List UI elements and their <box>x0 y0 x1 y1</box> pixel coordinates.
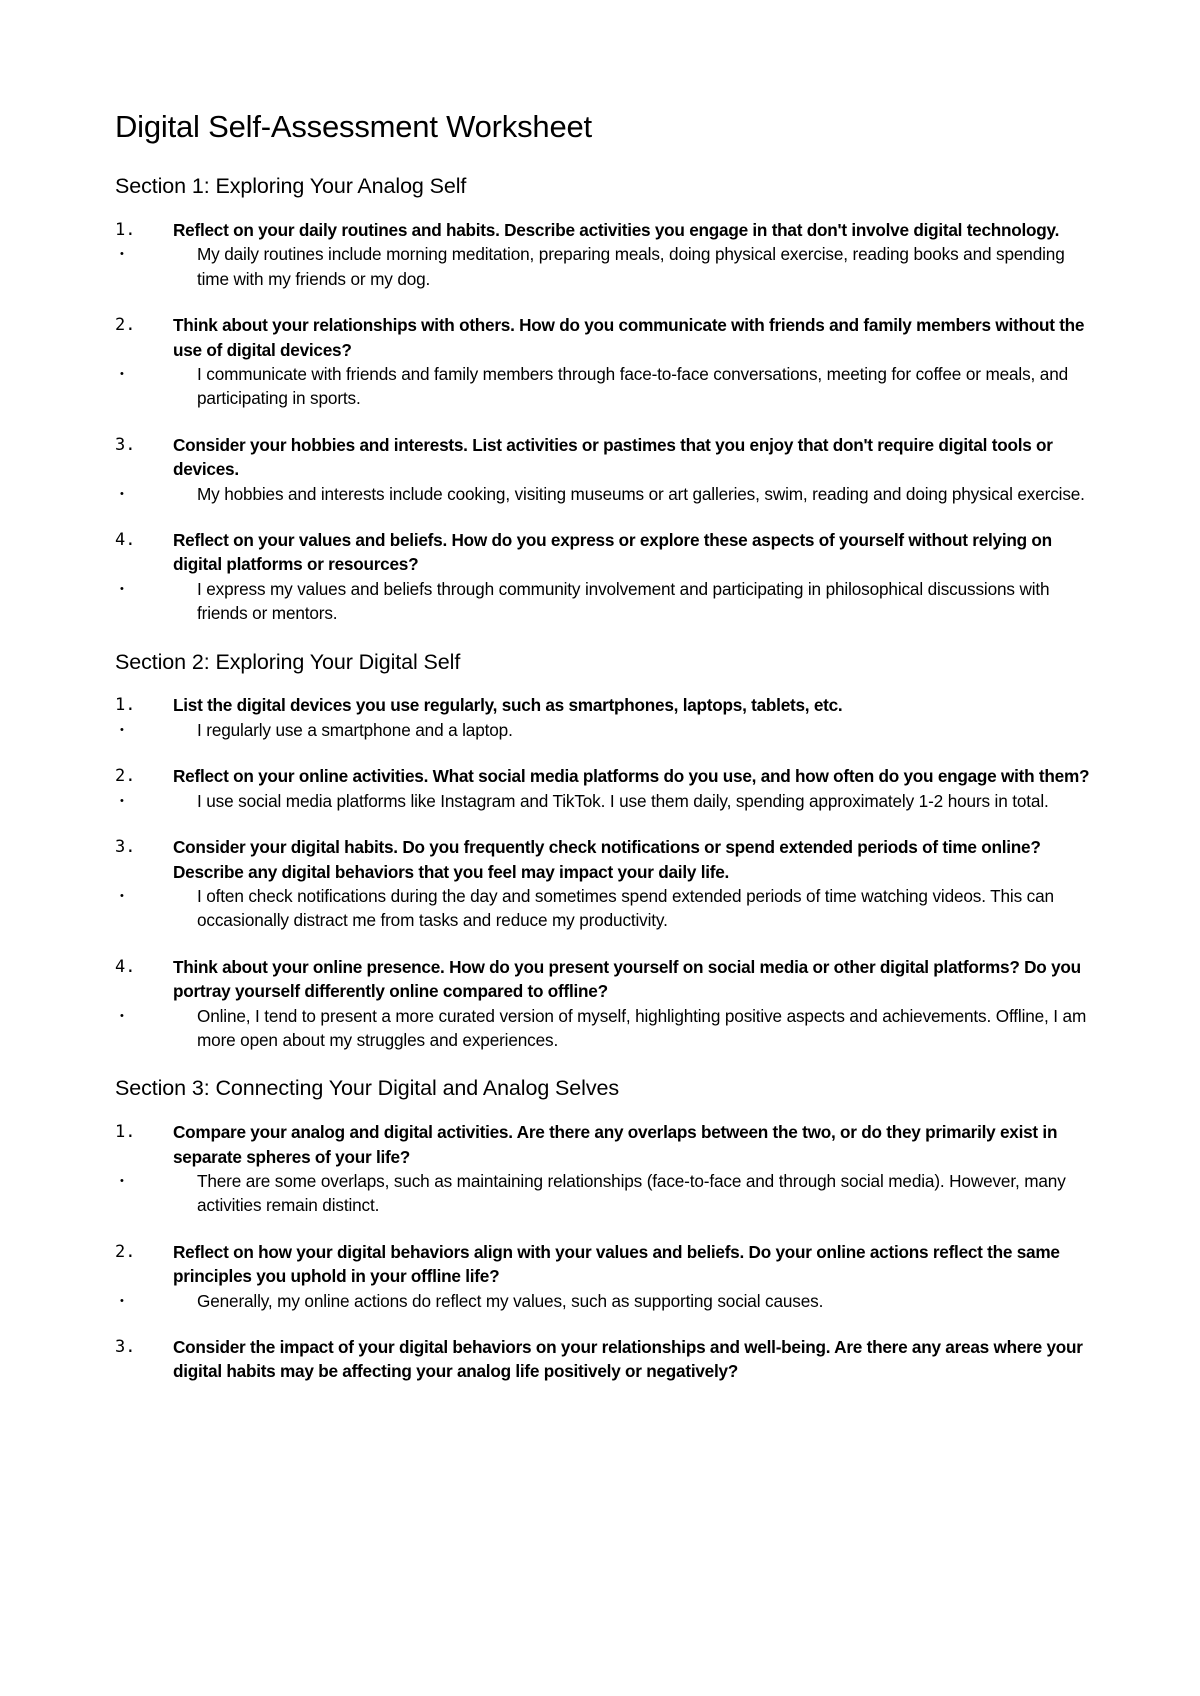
question <box>115 433 1095 482</box>
question-text: Reflect on your online activities. What social media platforms do you use, and how often do you engage with them? <box>173 766 1090 787</box>
bullet-icon: • <box>120 487 124 500</box>
section-heading: Section 2: Exploring Your Digital Self <box>115 649 461 674</box>
section-3 <box>115 1076 1095 1383</box>
question-number: 2. <box>115 1241 136 1262</box>
answer-text: I regularly use a smartphone and a laptop. <box>197 719 513 740</box>
bullet-icon: • <box>120 1174 124 1187</box>
question-number: 3. <box>115 837 136 858</box>
question-text: Consider your hobbies and interests. List activities or pastimes that you enjoy that don't require digital tools or devices. <box>173 434 1053 480</box>
answer <box>115 242 1095 291</box>
question-number: 2. <box>115 315 136 336</box>
answer-text: I often check notifications during the day and sometimes spend extended periods of time watching videos. This can occasionally distract me from tasks and reduce my productivity. <box>197 885 1054 931</box>
question-item <box>115 835 1095 933</box>
section-1 <box>115 174 1095 625</box>
answer <box>115 884 1095 933</box>
question-number: 4. <box>115 530 136 551</box>
question-number: 1. <box>115 219 136 240</box>
bullet-icon: • <box>120 889 124 902</box>
question <box>115 218 1095 242</box>
section-heading: Section 1: Exploring Your Analog Self <box>115 174 467 199</box>
answer <box>115 1169 1095 1218</box>
question <box>115 764 1095 788</box>
answer <box>115 1289 1095 1313</box>
question-item <box>115 1240 1095 1313</box>
answer-text: I express my values and beliefs through community involvement and participating in philosophical discussions with friends or mentors. <box>197 578 1050 624</box>
question <box>115 528 1095 577</box>
question-item <box>115 955 1095 1053</box>
answer <box>115 362 1095 411</box>
question-item <box>115 764 1095 813</box>
section-heading: Section 3: Connecting Your Digital and Analog Selves <box>115 1076 619 1101</box>
question-text: List the digital devices you use regularly, such as smartphones, laptops, tablets, etc. <box>173 695 843 716</box>
answer-text: There are some overlaps, such as maintaining relationships (face-to-face and through social media). However, many activities remain distinct. <box>197 1170 1066 1216</box>
answer <box>115 577 1095 626</box>
answer <box>115 718 1095 742</box>
question-item <box>115 693 1095 742</box>
bullet-icon: • <box>120 248 124 261</box>
question-number: 2. <box>115 766 136 787</box>
question-number: 4. <box>115 956 136 977</box>
question-item <box>115 313 1095 411</box>
bullet-icon: • <box>120 723 124 736</box>
answer-text: I use social media platforms like Instagram and TikTok. I use them daily, spending approximately 1-2 hours in total. <box>197 790 1049 811</box>
question-text: Consider the impact of your digital behaviors on your relationships and well-being. Are there any areas where your digital habits may be affecting your analog life positively or negatively? <box>173 1336 1083 1382</box>
question <box>115 1120 1095 1169</box>
bullet-icon: • <box>120 1294 124 1307</box>
answer-text: I communicate with friends and family members through face-to-face conversations, meeting for coffee or meals, and participating in sports. <box>197 364 1069 409</box>
question-item <box>115 1120 1095 1218</box>
question-item <box>115 1335 1095 1384</box>
question-text: Reflect on your daily routines and habits. Describe activities you engage in that don't involve digital technology. <box>173 219 1060 240</box>
question-item <box>115 433 1095 506</box>
question <box>115 1335 1095 1384</box>
answer-text: Online, I tend to present a more curated version of myself, highlighting positive aspects and achievements. Offline, I am more open about my struggles and experiences. <box>197 1005 1087 1050</box>
bullet-icon: • <box>120 1009 124 1022</box>
section-2 <box>115 650 1095 1053</box>
question-number: 1. <box>115 1122 136 1143</box>
bullet-icon: • <box>120 794 124 807</box>
question <box>115 1240 1095 1289</box>
answer <box>115 482 1095 506</box>
question-text: Reflect on how your digital behaviors align with your values and beliefs. Do your online actions reflect the same principles you uphold in your offline life? <box>173 1241 1060 1287</box>
question-text: Consider your digital habits. Do you frequently check notifications or spend extended periods of time online? Describe any digital behaviors that you feel may impact your daily life. <box>173 837 1041 882</box>
answer-text: Generally, my online actions do reflect my values, such as supporting social causes. <box>197 1290 824 1311</box>
question-text: Think about your online presence. How do you present yourself on social media or other digital platforms? Do you portray yourself differently online compared to offline? <box>173 956 1081 1002</box>
question <box>115 835 1095 884</box>
answer <box>115 789 1095 813</box>
question-item <box>115 528 1095 626</box>
question <box>115 955 1095 1004</box>
answer-text: My hobbies and interests include cooking, visiting museums or art galleries, swim, reading and doing physical exercise. <box>197 483 1085 504</box>
answer-text: My daily routines include morning meditation, preparing meals, doing physical exercise, reading books and spending time with my friends or my dog. <box>197 244 1065 289</box>
question-number: 1. <box>115 695 136 716</box>
question-item <box>115 218 1095 291</box>
bullet-icon: • <box>120 368 124 381</box>
question <box>115 313 1095 362</box>
question-text: Reflect on your values and beliefs. How do you express or explore these aspects of yourself without relying on digital platforms or resources? <box>173 530 1052 575</box>
document-title: Digital Self-Assessment Worksheet <box>115 109 592 144</box>
question-text: Compare your analog and digital activities. Are there any overlaps between the two, or do they primarily exist in separate spheres of your life? <box>173 1122 1058 1167</box>
worksheet-page <box>115 108 1095 1408</box>
question-text: Think about your relationships with others. How do you communicate with friends and family members without the use of digital devices? <box>173 315 1085 360</box>
bullet-icon: • <box>120 582 124 595</box>
question-number: 3. <box>115 434 136 455</box>
question <box>115 693 1095 717</box>
question-number: 3. <box>115 1336 136 1357</box>
answer <box>115 1004 1095 1053</box>
